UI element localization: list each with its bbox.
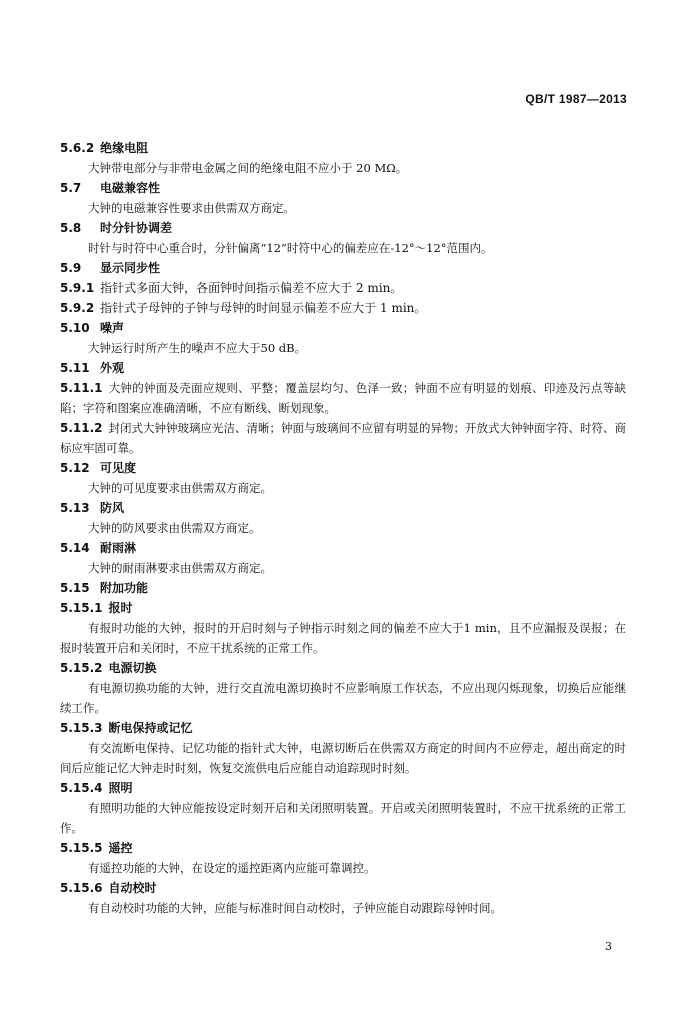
section-title: 电源切换 bbox=[108, 661, 157, 675]
section-heading bbox=[60, 578, 626, 598]
section-title: 外观 bbox=[100, 361, 125, 375]
section-title: 自动校时 bbox=[108, 881, 157, 895]
section-title: 照明 bbox=[108, 781, 133, 795]
page-number: 3 bbox=[605, 940, 612, 953]
section-text: 大钟的电磁兼容性要求由供需双方商定。 bbox=[88, 201, 295, 215]
section-heading bbox=[60, 718, 626, 738]
section-number: 5.13 bbox=[60, 501, 90, 515]
section-heading bbox=[60, 778, 626, 798]
section-number: 5.7 bbox=[60, 181, 82, 195]
section-heading bbox=[60, 498, 626, 518]
section-number: 5.15.2 bbox=[60, 661, 103, 675]
section-text: 大钟的钟面及壳面应规则、平整；覆盖层均匀、色泽一致；钟面不应有明显的划痕、印迹及污点等缺陷；字符和图案应准确清晰，不应有断线、断划现象。 bbox=[60, 381, 626, 415]
section-number: 5.15.6 bbox=[60, 881, 103, 895]
section-text: 大钟的可见度要求由供需双方商定。 bbox=[88, 481, 272, 495]
section-heading bbox=[60, 138, 626, 158]
content-body bbox=[60, 138, 626, 918]
section-text: 大钟带电部分与非带电金属之间的绝缘电阻不应小于 20 MΩ。 bbox=[88, 161, 408, 175]
section-number: 5.11.1 bbox=[60, 381, 103, 395]
section-heading bbox=[60, 358, 626, 378]
section-heading bbox=[60, 178, 626, 198]
section-title: 耐雨淋 bbox=[100, 541, 137, 555]
section-text: 封闭式大钟钟玻璃应光洁、清晰；钟面与玻璃间不应留有明显的异物；开放式大钟钟面字符、时符、商标应牢固可靠。 bbox=[60, 421, 627, 455]
section-number: 5.11 bbox=[60, 361, 90, 375]
section-number: 5.10 bbox=[60, 321, 90, 335]
section-title: 可见度 bbox=[100, 461, 137, 475]
section-heading bbox=[60, 278, 626, 298]
section-title: 断电保持或记忆 bbox=[108, 721, 193, 735]
numbered-paragraph bbox=[60, 418, 626, 458]
section-text: 有报时功能的大钟，报时的开启时刻与子钟指示时刻之间的偏差不应大于1 min，且不应漏报及误报；在报时装置开启和关闭时，不应干扰系统的正常工作。 bbox=[60, 621, 626, 655]
section-text: 有交流断电保持、记忆功能的指针式大钟，电源切断后在供需双方商定的时间内不应停走，超出商定的时间后应能记忆大钟走时时刻，恢复交流供电后应能自动追踪现时时刻。 bbox=[60, 741, 626, 775]
section-number: 5.15 bbox=[60, 581, 90, 595]
section-heading bbox=[60, 258, 626, 278]
section-number: 5.15.3 bbox=[60, 721, 103, 735]
section-title: 显示同步性 bbox=[100, 261, 161, 275]
section-heading bbox=[60, 838, 626, 858]
section-text: 有自动校时功能的大钟，应能与标准时间自动校时，子钟应能自动跟踪母钟时间。 bbox=[88, 901, 502, 915]
section-heading bbox=[60, 598, 626, 618]
section-heading bbox=[60, 658, 626, 678]
section-title: 报时 bbox=[108, 601, 133, 615]
section-text: 大钟的耐雨淋要求由供需双方商定。 bbox=[88, 561, 272, 575]
section-text: 有电源切换功能的大钟，进行交直流电源切换时不应影响原工作状态，不应出现闪烁现象，切换后应能继续工作。 bbox=[60, 681, 626, 715]
section-number: 5.12 bbox=[60, 461, 90, 475]
section-title: 噪声 bbox=[100, 321, 125, 335]
section-title: 防风 bbox=[100, 501, 125, 515]
section-number: 5.15.4 bbox=[60, 781, 103, 795]
section-number: 5.9.2 bbox=[60, 301, 95, 315]
section-heading bbox=[60, 318, 626, 338]
section-number: 5.9.1 bbox=[60, 281, 95, 295]
section-number: 5.11.2 bbox=[60, 421, 103, 435]
section-number: 5.14 bbox=[60, 541, 90, 555]
section-heading bbox=[60, 458, 626, 478]
section-inline-text: 指针式子母钟的子钟与母钟的时间显示偏差不应大于 1 min。 bbox=[100, 301, 427, 315]
section-text: 时针与时符中心重合时，分针偏离“12”时符中心的偏差应在-12°～12°范围内。 bbox=[88, 241, 493, 255]
section-title: 电磁兼容性 bbox=[100, 181, 161, 195]
section-text: 大钟的防风要求由供需双方商定。 bbox=[88, 521, 261, 535]
numbered-paragraph bbox=[60, 378, 626, 418]
section-heading bbox=[60, 218, 626, 238]
section-text: 有照明功能的大钟应能按设定时刻开启和关闭照明装置。开启或关闭照明装置时，不应干扰系统的正常工作。 bbox=[60, 801, 626, 835]
standard-id: QB/T 1987—2013 bbox=[525, 92, 627, 106]
section-text: 大钟运行时所产生的噪声不应大于50 dB。 bbox=[88, 341, 307, 355]
section-heading bbox=[60, 298, 626, 318]
section-title: 绝缘电阻 bbox=[100, 141, 149, 155]
section-heading bbox=[60, 538, 626, 558]
section-title: 遥控 bbox=[108, 841, 133, 855]
section-number: 5.6.2 bbox=[60, 141, 95, 155]
section-heading bbox=[60, 878, 626, 898]
section-number: 5.8 bbox=[60, 221, 82, 235]
section-title: 附加功能 bbox=[100, 581, 149, 595]
section-text: 有遥控功能的大钟，在设定的遥控距离内应能可靠调控。 bbox=[88, 861, 376, 875]
section-number: 5.15.5 bbox=[60, 841, 103, 855]
section-title: 时分针协调差 bbox=[100, 221, 173, 235]
section-number: 5.15.1 bbox=[60, 601, 103, 615]
section-number: 5.9 bbox=[60, 261, 82, 275]
section-inline-text: 指针式多面大钟，各面钟时间指示偏差不应大于 2 min。 bbox=[100, 281, 403, 295]
